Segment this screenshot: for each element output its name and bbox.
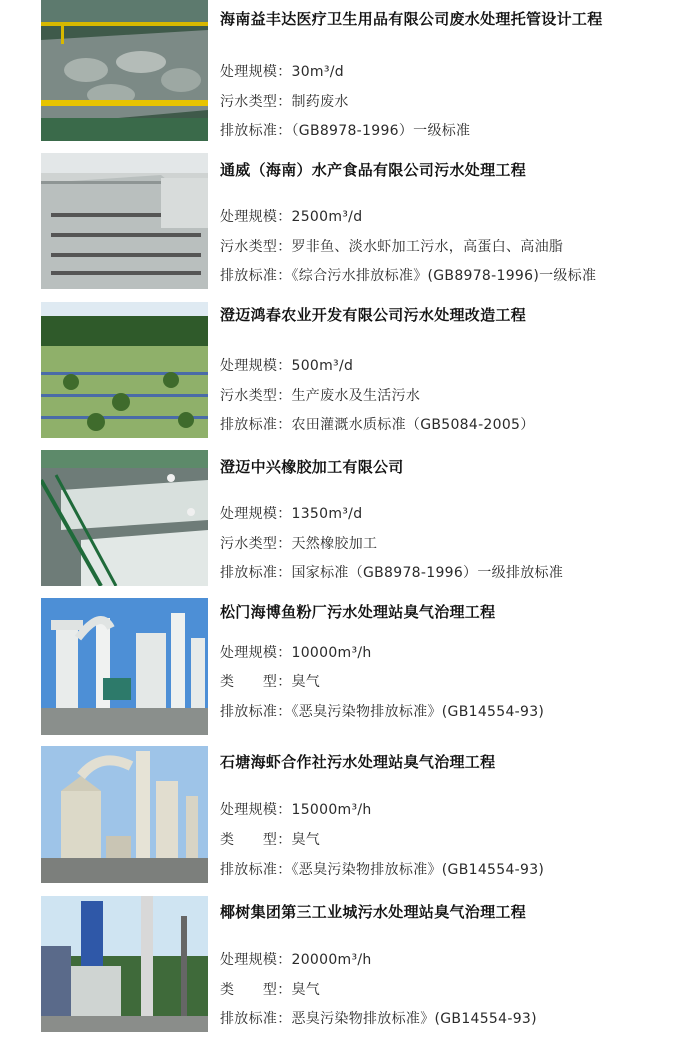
row-value: 《综合污水排放标准》(GB8978-1996)一级标准 — [291, 268, 597, 284]
row-value: 天然橡胶加工 — [291, 536, 378, 552]
row-value: 臭气 — [291, 674, 321, 690]
project-photo — [41, 0, 208, 141]
project-title: 松门海博鱼粉厂污水处理站臭气治理工程 — [220, 603, 496, 621]
info-row-standard — [220, 1008, 537, 1028]
project-title: 通威（海南）水产食品有限公司污水处理工程 — [220, 161, 527, 179]
row-value: 国家标准（GB8978-1996）一级排放标准 — [291, 565, 564, 581]
row-label: 排放标准： — [220, 123, 292, 139]
row-value: 500m³/d — [291, 358, 354, 374]
info-row-standard — [220, 414, 535, 434]
row-label: 类 型： — [220, 982, 292, 998]
row-label: 污水类型： — [220, 239, 292, 255]
info-row-type — [220, 671, 320, 691]
row-value: 30m³/d — [291, 64, 344, 80]
row-value: 15000m³/h — [291, 802, 372, 818]
project-photo — [41, 896, 208, 1032]
row-label: 污水类型： — [220, 94, 292, 110]
project-photo — [41, 598, 208, 735]
row-label: 排放标准： — [220, 1011, 292, 1027]
info-row-standard — [220, 120, 470, 140]
row-value: 10000m³/h — [291, 645, 372, 661]
row-label: 污水类型： — [220, 388, 292, 404]
info-row-type — [220, 385, 420, 405]
row-value: （GB8978-1996）一级标准 — [291, 123, 471, 139]
info-row-type — [220, 533, 377, 553]
info-row-type — [220, 236, 563, 256]
row-label: 处理规模： — [220, 802, 292, 818]
info-row-type — [220, 829, 320, 849]
info-row-type — [220, 91, 349, 111]
row-label: 类 型： — [220, 832, 292, 848]
info-row-standard — [220, 701, 544, 721]
info-row-type — [220, 979, 320, 999]
row-label: 排放标准： — [220, 862, 292, 878]
info-row-scale — [220, 799, 372, 819]
project-photo — [41, 302, 208, 438]
info-row-scale — [220, 355, 353, 375]
row-value: 恶臭污染物排放标准》(GB14554-93) — [291, 1011, 537, 1027]
row-label: 排放标准： — [220, 268, 292, 284]
row-label: 排放标准： — [220, 565, 292, 581]
info-row-scale — [220, 503, 362, 523]
info-row-standard — [220, 859, 544, 879]
row-label: 类 型： — [220, 674, 292, 690]
row-label: 污水类型： — [220, 536, 292, 552]
row-value: 2500m³/d — [291, 209, 363, 225]
row-value: 臭气 — [291, 832, 321, 848]
row-value: 1350m³/d — [291, 506, 363, 522]
project-title: 澄迈中兴橡胶加工有限公司 — [220, 458, 404, 476]
project-title: 椰树集团第三工业城污水处理站臭气治理工程 — [220, 903, 527, 921]
row-value: 臭气 — [291, 982, 321, 998]
project-title: 石塘海虾合作社污水处理站臭气治理工程 — [220, 753, 496, 771]
project-title: 澄迈鸿春农业开发有限公司污水处理改造工程 — [220, 306, 527, 324]
project-photo — [41, 450, 208, 586]
row-label: 处理规模： — [220, 645, 292, 661]
row-label: 排放标准： — [220, 417, 292, 433]
project-photo — [41, 746, 208, 883]
row-label: 处理规模： — [220, 506, 292, 522]
row-value: 20000m³/h — [291, 952, 372, 968]
row-label: 处理规模： — [220, 64, 292, 80]
row-value: 生产废水及生活污水 — [291, 388, 421, 404]
info-row-standard — [220, 265, 596, 285]
info-row-scale — [220, 206, 362, 226]
row-value: 农田灌溉水质标准（GB5084-2005） — [291, 417, 535, 433]
row-label: 处理规模： — [220, 952, 292, 968]
info-row-standard — [220, 562, 563, 582]
row-value: 制药废水 — [291, 94, 349, 110]
row-value: 《恶臭污染物排放标准》(GB14554-93) — [291, 704, 545, 720]
info-row-scale — [220, 642, 372, 662]
project-photo — [41, 153, 208, 289]
row-value: 罗非鱼、淡水虾加工污水，高蛋白、高油脂 — [291, 239, 564, 255]
info-row-scale — [220, 61, 344, 81]
row-label: 排放标准： — [220, 704, 292, 720]
project-title: 海南益丰达医疗卫生用品有限公司废水处理托管设计工程 — [220, 10, 603, 28]
row-label: 处理规模： — [220, 209, 292, 225]
row-value: 《恶臭污染物排放标准》(GB14554-93) — [291, 862, 545, 878]
info-row-scale — [220, 949, 372, 969]
row-label: 处理规模： — [220, 358, 292, 374]
